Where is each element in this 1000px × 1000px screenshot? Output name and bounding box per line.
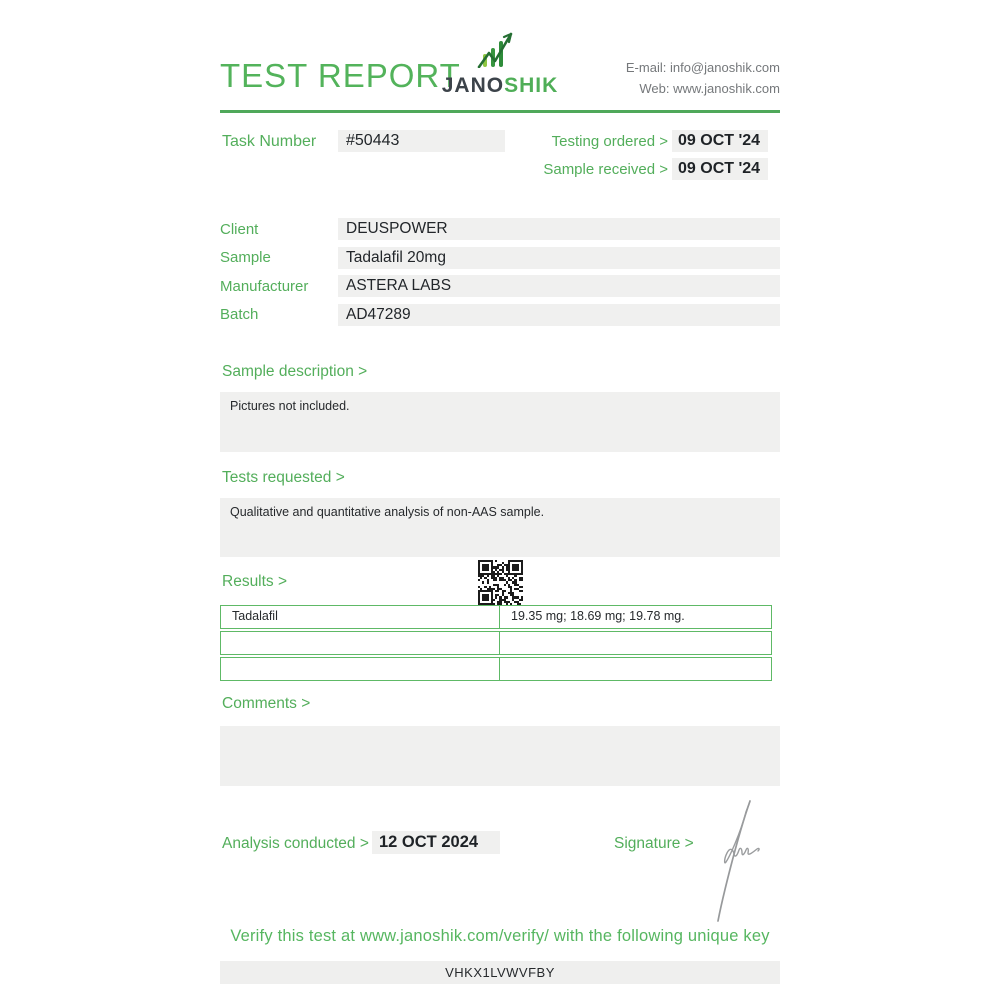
substance-cell xyxy=(221,632,500,654)
client-label: Client xyxy=(220,220,259,238)
logo-wordmark xyxy=(438,74,562,98)
analysis-conducted-label: Analysis conducted > xyxy=(222,835,369,852)
logo-chart-icon xyxy=(471,55,529,72)
logo-text-primary: JANO xyxy=(441,74,505,97)
results-heading: Results > xyxy=(222,573,288,590)
result-cell: 19.35 mg; 18.69 mg; 19.78 mg. xyxy=(511,609,685,623)
detail-row-batch xyxy=(220,304,780,326)
contact-info xyxy=(560,58,780,100)
qr-code xyxy=(478,560,523,605)
comments-heading: Comments > xyxy=(222,695,311,712)
email-row xyxy=(560,58,780,79)
sample-description-box: Pictures not included. xyxy=(220,392,780,452)
header-divider xyxy=(220,110,780,113)
web-value: www.janoshik.com xyxy=(673,80,780,96)
sample-description-heading: Sample description > xyxy=(222,363,368,380)
table-row xyxy=(220,657,772,681)
sample-received-label: Sample received > xyxy=(543,161,668,178)
testing-ordered-value: 09 OCT '24 xyxy=(672,130,768,152)
detail-row-sample xyxy=(220,247,780,269)
client-value: DEUSPOWER xyxy=(338,218,780,240)
tests-requested-box: Qualitative and quantitative analysis of non-AAS sample. xyxy=(220,498,780,557)
task-number-value: #50443 xyxy=(338,130,505,152)
manufacturer-label: Manufacturer xyxy=(220,277,309,295)
detail-row-manufacturer xyxy=(220,275,780,297)
email-label: E-mail: xyxy=(625,60,667,75)
results-table xyxy=(220,605,772,683)
substance-cell: Tadalafil xyxy=(221,606,500,628)
web-row xyxy=(560,79,780,100)
sample-value: Tadalafil 20mg xyxy=(338,247,780,269)
result-cell xyxy=(500,632,771,654)
substance-cell xyxy=(221,658,500,680)
table-row xyxy=(220,605,772,629)
batch-value: AD47289 xyxy=(338,304,780,326)
analysis-date-value: 12 OCT 2024 xyxy=(372,831,500,854)
signature-label: Signature > xyxy=(614,835,694,852)
comments-box xyxy=(220,726,780,786)
sample-label: Sample xyxy=(220,249,271,266)
company-logo xyxy=(438,28,562,98)
tests-requested-heading: Tests requested > xyxy=(222,469,345,486)
details-section xyxy=(220,218,780,332)
logo-text-accent: SHIK xyxy=(504,74,559,97)
testing-ordered-label: Testing ordered > xyxy=(551,133,668,150)
batch-label: Batch xyxy=(220,306,259,323)
manufacturer-value: ASTERA LABS xyxy=(338,275,780,297)
result-cell xyxy=(500,658,771,680)
sample-received-value: 09 OCT '24 xyxy=(672,158,768,180)
web-label: Web: xyxy=(639,80,670,96)
unique-key-value: VHKX1LVWVFBY xyxy=(220,961,780,984)
table-row xyxy=(220,631,772,655)
verify-instruction: Verify this test at www.janoshik.com/verify/ with the following unique key xyxy=(230,927,770,945)
task-number-label: Task Number xyxy=(222,133,317,150)
page-title: TEST REPORT xyxy=(220,57,461,94)
signature-image xyxy=(693,792,773,929)
email-value: info@janoshik.com xyxy=(669,60,780,75)
detail-row-client xyxy=(220,218,780,240)
